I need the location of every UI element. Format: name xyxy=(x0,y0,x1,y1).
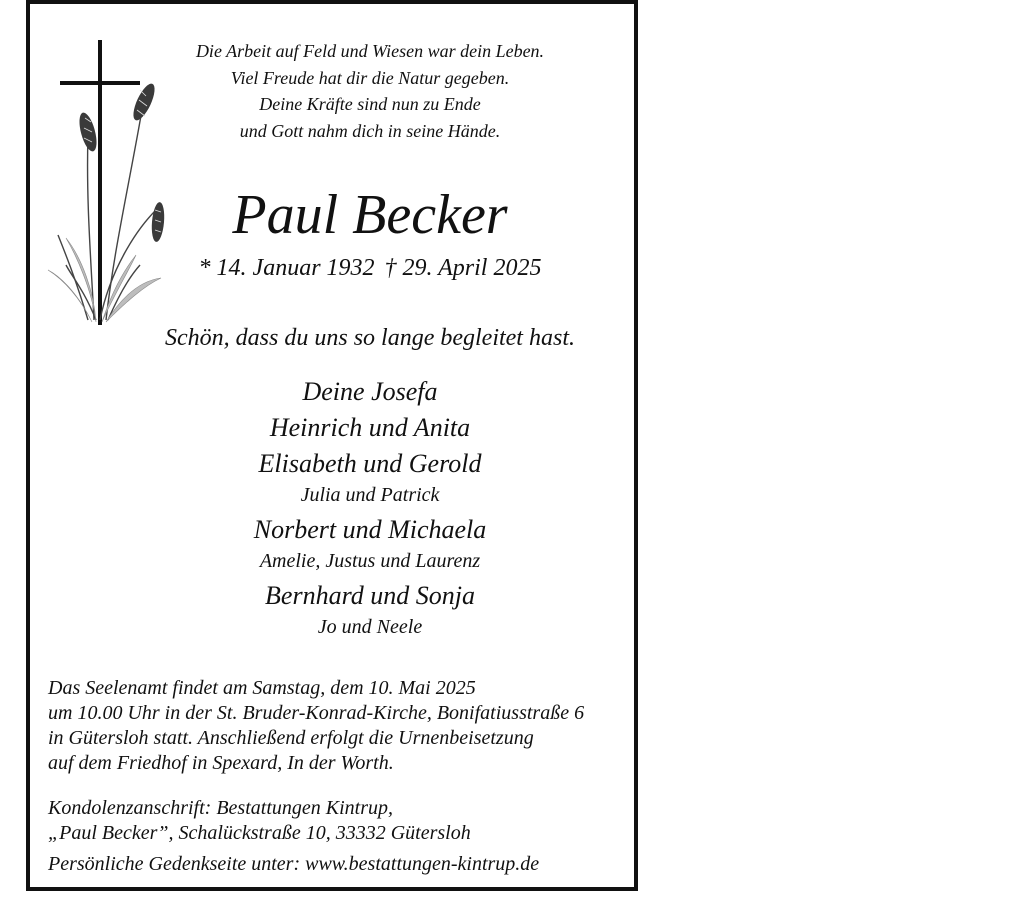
grandchildren-names: Julia und Patrick xyxy=(300,484,440,506)
condolence-address xyxy=(48,796,638,846)
mourner-name: Elisabeth und Gerold xyxy=(258,449,482,478)
memorial-website: Persönliche Gedenkseite unter: www.bestattungen-kintrup.de xyxy=(48,853,540,875)
birth-date: * 14. Januar 1932 xyxy=(198,255,375,281)
service-line: in Gütersloh statt. Anschließend erfolgt die Urnenbeisetzung xyxy=(48,727,534,749)
verse-line: Die Arbeit auf Feld und Wiesen war dein Leben. xyxy=(195,41,545,61)
grandchildren-names: Amelie, Justus und Laurenz xyxy=(259,550,481,572)
verse-line: Viel Freude hat dir die Natur gegeben. xyxy=(230,67,510,88)
verse xyxy=(100,38,640,144)
grandchildren-names: Jo und Neele xyxy=(317,616,423,638)
verse-line: und Gott nahm dich in seine Hände. xyxy=(239,120,501,141)
mourners-list xyxy=(100,374,640,644)
service-line: auf dem Friedhof in Spexard, In der Worth. xyxy=(48,752,394,774)
contact-line: „Paul Becker”, Schalückstraße 10, 33332 Gütersloh xyxy=(48,822,471,844)
mourner-name: Heinrich und Anita xyxy=(269,413,471,442)
deceased-name: Paul Becker xyxy=(232,184,508,246)
mourner-name: Deine Josefa xyxy=(302,377,438,406)
mourner-name: Norbert und Michaela xyxy=(253,515,487,544)
death-date: † 29. April 2025 xyxy=(384,255,542,281)
service-line: Das Seelenamt findet am Samstag, dem 10. Mai 2025 xyxy=(48,677,476,699)
service-line: um 10.00 Uhr in der St. Bruder-Konrad-Kirche, Bonifatiusstraße 6 xyxy=(48,702,585,724)
tribute-line: Schön, dass du uns so lange begleitet hast. xyxy=(165,325,575,351)
mourner-name: Bernhard und Sonja xyxy=(265,581,475,610)
service-info xyxy=(48,676,638,776)
life-dates xyxy=(100,252,640,284)
verse-line: Deine Kräfte sind nun zu Ende xyxy=(259,94,481,114)
contact-line: Kondolenzanschrift: Bestattungen Kintrup, xyxy=(48,797,393,819)
